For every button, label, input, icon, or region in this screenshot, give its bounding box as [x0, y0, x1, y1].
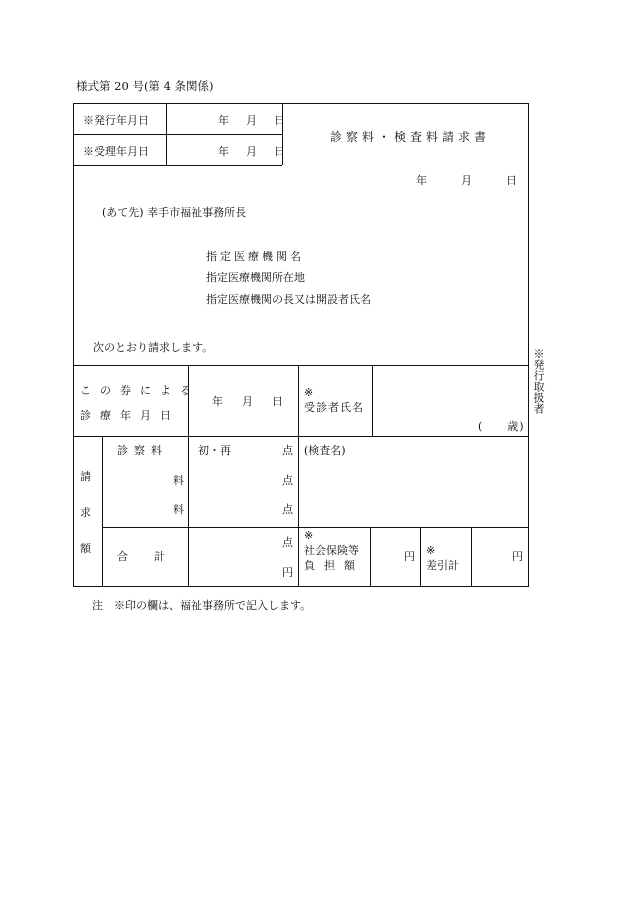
- header-divider: [73, 134, 282, 135]
- billing-row-exam-fee-label: 診察料: [117, 444, 168, 457]
- billing-total-line: [102, 527, 529, 528]
- receipt-date-label: ※受理年月日: [83, 145, 149, 158]
- billing-row-1-unit: 点: [282, 444, 293, 457]
- billing-row-3-unit: 点: [282, 503, 293, 516]
- exam-row-bottom-line: [73, 436, 529, 437]
- side-note-issuer: ※発行取扱者: [532, 348, 545, 414]
- request-statement: 次のとおり請求します。: [93, 341, 214, 354]
- request-date-placeholder: 年 月 日: [416, 174, 521, 187]
- exam-col-divider-2: [298, 365, 299, 436]
- receipt-date-placeholder: 年 月 日: [218, 145, 288, 158]
- ticket-label-line1-text: この券による: [80, 384, 200, 397]
- institution-name-label: 指定医療機関名: [206, 250, 304, 263]
- patient-age: ( 歳): [478, 420, 525, 433]
- exam-col-divider-3: [372, 365, 373, 436]
- total-label: 合計: [117, 550, 191, 563]
- billing-total-divider-2: [420, 527, 421, 587]
- patient-name-label: 受診者氏名: [304, 401, 364, 414]
- exam-date-placeholder: 年 月 日: [212, 395, 287, 408]
- footnote: 注 ※印の欄は、福祉事務所で記入します。: [92, 599, 312, 612]
- billing-row-first-revisit: 初・再: [198, 444, 231, 457]
- billing-side-label-2: 求: [80, 506, 91, 519]
- institution-head-label: 指定医療機関の長又は開設者氏名: [206, 293, 371, 306]
- exam-row-top-line: [73, 365, 529, 366]
- header-col-divider: [166, 103, 167, 165]
- difference-unit: 円: [512, 550, 523, 563]
- billing-total-divider-1: [370, 527, 371, 587]
- header-bottom-line: [73, 165, 282, 166]
- form-number: 様式第 20 号(第 4 条関係): [76, 79, 214, 93]
- issue-date-label: ※発行年月日: [83, 114, 149, 127]
- billing-side-label-3: 額: [80, 542, 91, 555]
- exam-col-divider-1: [188, 365, 189, 436]
- insurance-label-line1: 社会保険等: [304, 544, 359, 557]
- difference-asterisk: ※: [426, 544, 436, 557]
- billing-row-2-unit: 点: [282, 474, 293, 487]
- billing-row-3-label: 料: [173, 503, 184, 516]
- billing-col-divider-2: [188, 436, 189, 587]
- form-title: 診察料・検査料請求書: [330, 130, 491, 144]
- patient-asterisk: ※: [304, 386, 314, 399]
- total-unit-yen: 円: [282, 566, 293, 579]
- difference-label: 差引計: [426, 559, 459, 572]
- billing-total-divider-3: [471, 527, 472, 587]
- billing-side-label-1: 請: [80, 470, 91, 483]
- insurance-asterisk: ※: [304, 529, 314, 542]
- addressee: (あて先) 幸手市福祉事務所長: [102, 206, 247, 219]
- insurance-label-line2: 負担額: [304, 559, 364, 572]
- ticket-label-line2: 診療年月日: [80, 409, 180, 422]
- ticket-label-line1: [80, 384, 200, 397]
- billing-col-divider-1: [102, 436, 103, 587]
- issue-date-placeholder: 年 月 日: [218, 114, 288, 127]
- exam-name-label: (検査名): [304, 444, 346, 457]
- billing-row-2-label: 料: [173, 474, 184, 487]
- total-unit-points: 点: [282, 536, 293, 549]
- billing-col-divider-3: [298, 436, 299, 587]
- insurance-unit: 円: [404, 550, 415, 563]
- institution-address-label: 指定医療機関所在地: [206, 271, 305, 284]
